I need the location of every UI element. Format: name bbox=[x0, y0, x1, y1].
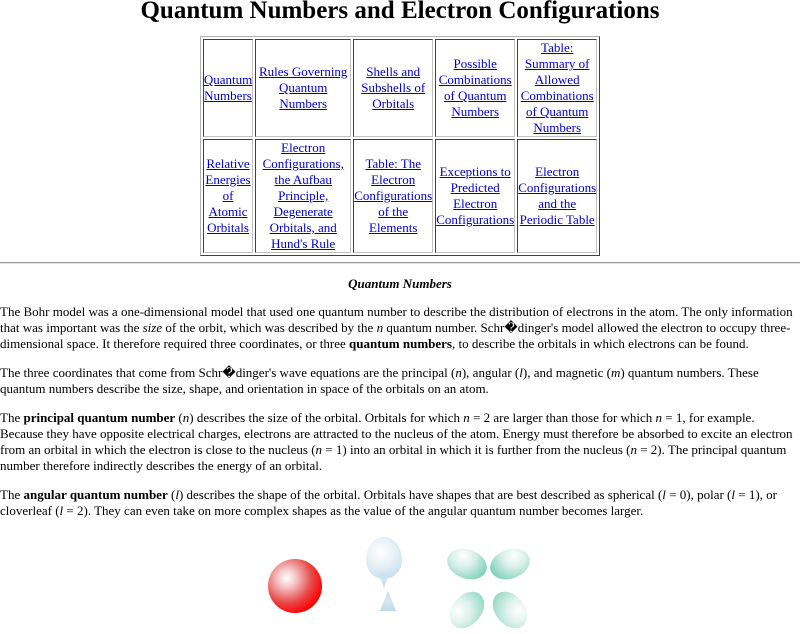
text: ) describes the size of the orbital. Orbitals for which bbox=[189, 410, 464, 425]
text: of the orbit, which was described by the bbox=[162, 320, 377, 335]
text: = 1), or cloverleaf ( bbox=[0, 487, 777, 518]
text: The three coordinates that come from Schr�dinger's wave equations are the principal ( bbox=[0, 365, 456, 380]
variable-n: n bbox=[655, 410, 663, 425]
variable-l: l bbox=[519, 365, 523, 380]
paragraph-principal-quantum-number bbox=[0, 410, 800, 474]
page-title: Quantum Numbers and Electron Configurations bbox=[140, 0, 660, 24]
paragraph-bohr-model bbox=[0, 304, 800, 352]
text: quantum number. Schr�dinger's model allowed the electron to occupy three-dimensional space. It therefore required three coordinates, or three bbox=[0, 320, 791, 351]
nav-link-aufbau-principle[interactable]: Electron Configurations, the Aufbau Principle, Degenerate Orbitals, and Hund's Rule bbox=[262, 140, 344, 251]
horizontal-divider bbox=[0, 262, 800, 264]
text: , to describe the orbitals in which electrons can be found. bbox=[452, 336, 749, 351]
variable-l: l bbox=[731, 487, 735, 502]
d-orbital-lobe-image bbox=[485, 540, 535, 588]
nav-cell bbox=[435, 39, 515, 137]
p-orbital-upper-lobe-image bbox=[366, 537, 402, 579]
nav-link-possible-combinations[interactable]: Possible Combinations of Quantum Numbers bbox=[438, 56, 512, 119]
variable-n: n bbox=[463, 410, 470, 425]
variable-n: n bbox=[630, 442, 637, 457]
variable-n: n bbox=[455, 365, 462, 380]
variable-m: m bbox=[610, 365, 621, 380]
nav-cell bbox=[353, 39, 433, 137]
term-quantum-numbers: quantum numbers bbox=[349, 336, 452, 351]
nav-link-summary-table[interactable]: Table: Summary of Allowed Combinations of Quantum Numbers bbox=[520, 40, 594, 135]
text: = 1, for example. Because they have opposite electrical charges, electrons are attracted to the nucleus of the atom. Energy must therefore be absorbed to excite an electron from an orbital in which the electron is close to the nucleus ( bbox=[0, 410, 793, 457]
text: The Bohr model was a one-dimensional model that used one quantum number to describe the distribution of electrons in the atom. The only information that was important was the bbox=[0, 304, 793, 335]
text: The bbox=[0, 487, 24, 502]
variable-l: l bbox=[59, 503, 64, 518]
nav-row bbox=[203, 139, 597, 253]
d-orbital-lobe-image bbox=[442, 586, 492, 634]
variable-n: n bbox=[376, 320, 384, 335]
text: = 2). They can even take on more complex shapes as the value of the angular quantum number becomes larger. bbox=[63, 503, 644, 518]
nav-link-configurations-table[interactable]: Table: The Electron Configurations of the Elements bbox=[354, 156, 433, 235]
paragraph-angular-quantum-number bbox=[0, 487, 800, 519]
nav-cell bbox=[255, 139, 351, 253]
s-orbital-sphere-image bbox=[268, 559, 322, 613]
text: ) quantum numbers. These quantum numbers describe the size, shape, and orientation in space of the orbitals on an atom. bbox=[0, 365, 759, 396]
term-angular-quantum-number: angular quantum number bbox=[23, 487, 168, 502]
nav-link-periodic-table[interactable]: Electron Configurations and the Periodic Table bbox=[518, 164, 597, 227]
orbital-shapes-figure bbox=[0, 529, 800, 609]
term-principal-quantum-number: principal quantum number bbox=[23, 410, 176, 425]
p-orbital-lower-lobe-image bbox=[380, 591, 396, 611]
text: ), and magnetic ( bbox=[522, 365, 611, 380]
variable-n: n bbox=[315, 442, 323, 457]
text: = 2). The principal quantum number therefore indirectly describes the energy of an orbital. bbox=[0, 442, 787, 473]
text: = 1) into an orbital in which it is further from the nucleus ( bbox=[322, 442, 631, 457]
nav-cell bbox=[353, 139, 433, 253]
section-heading: Quantum Numbers bbox=[348, 276, 452, 291]
nav-link-rules-governing[interactable]: Rules Governing Quantum Numbers bbox=[258, 64, 348, 111]
nav-cell bbox=[435, 139, 515, 253]
text: ) describes the shape of the orbital. Orbitals have shapes that are best described as spherical ( bbox=[178, 487, 663, 502]
emphasis: size bbox=[142, 320, 163, 335]
nav-link-quantum-numbers[interactable]: Quantum Numbers bbox=[203, 72, 253, 103]
variable-n: n bbox=[182, 410, 190, 425]
navigation-table bbox=[200, 36, 600, 256]
nav-cell bbox=[203, 39, 253, 137]
p-orbital-node-image bbox=[379, 573, 389, 589]
nav-cell bbox=[255, 39, 351, 137]
nav-cell bbox=[203, 139, 253, 253]
text: The bbox=[0, 410, 24, 425]
nav-cell bbox=[517, 39, 597, 137]
variable-l: l bbox=[662, 487, 666, 502]
text: = 2 are larger than those for which bbox=[469, 410, 656, 425]
text: ( bbox=[175, 410, 183, 425]
text: ( bbox=[167, 487, 176, 502]
variable-l: l bbox=[175, 487, 179, 502]
nav-row bbox=[203, 39, 597, 137]
nav-cell bbox=[517, 139, 597, 253]
nav-link-relative-energies[interactable]: Relative Energies of Atomic Orbitals bbox=[205, 156, 251, 235]
d-orbital-lobe-image bbox=[442, 540, 492, 588]
nav-link-exceptions[interactable]: Exceptions to Predicted Electron Configurations bbox=[436, 164, 515, 227]
text: = 0), polar ( bbox=[665, 487, 732, 502]
text: ), angular ( bbox=[461, 365, 520, 380]
nav-link-shells-subshells[interactable]: Shells and Subshells of Orbitals bbox=[361, 64, 426, 111]
navigation-table-wrapper bbox=[0, 36, 800, 256]
d-orbital-lobe-image bbox=[485, 586, 535, 634]
paragraph-three-coordinates bbox=[0, 365, 800, 397]
